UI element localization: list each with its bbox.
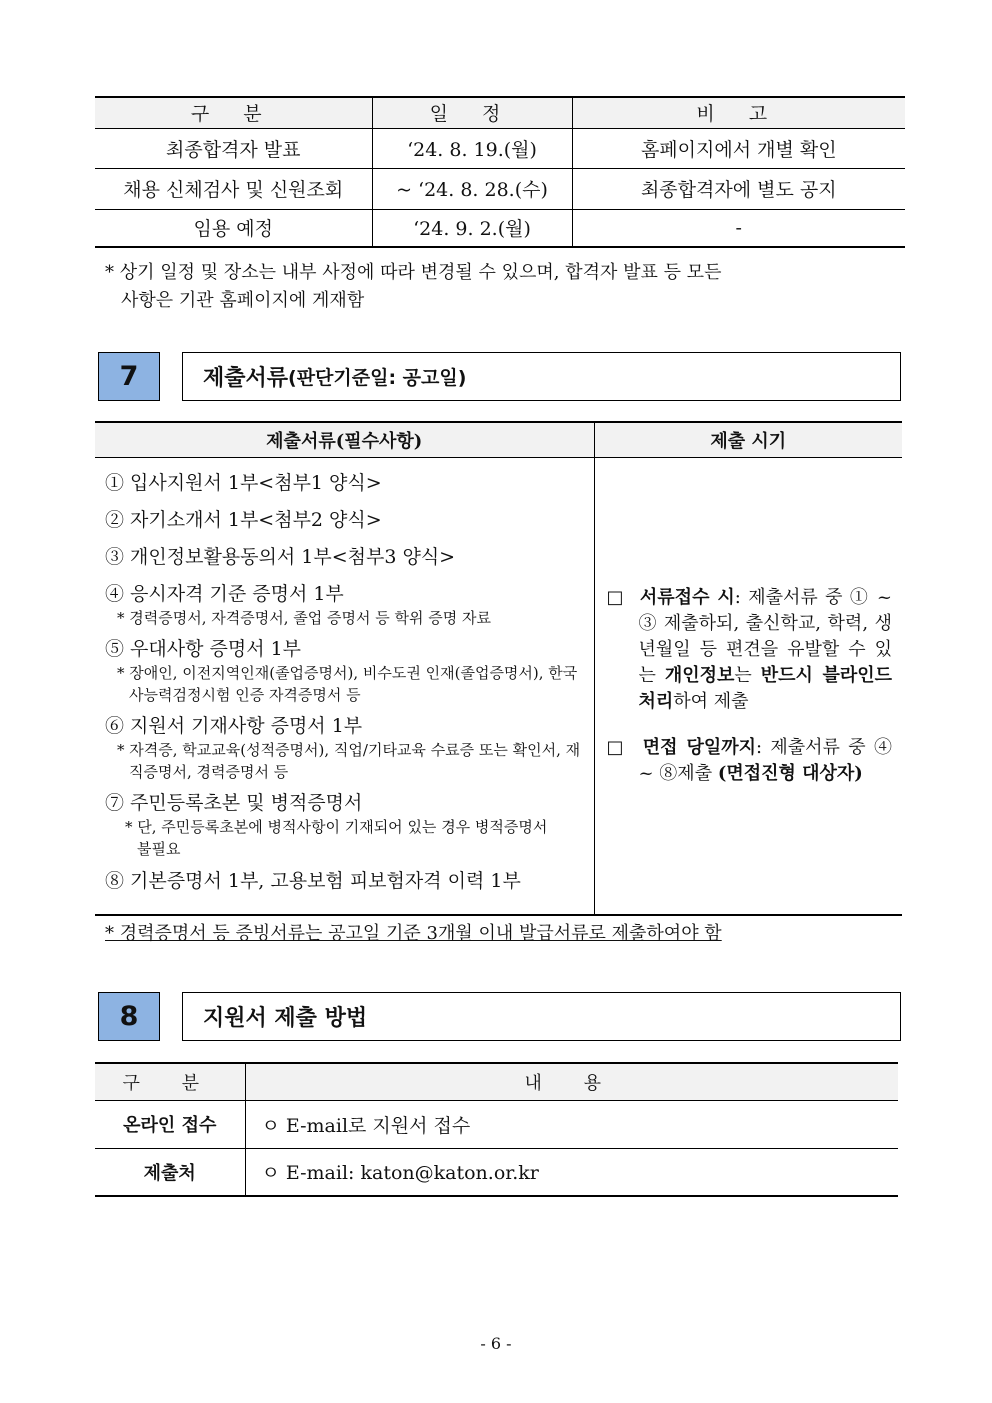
table-row (95, 1100, 898, 1148)
col-header-content: 내 용 (245, 1063, 898, 1100)
list-item: ⑦ 주민등록초본 및 병적증명서 (105, 791, 363, 814)
method-label: 제출처 (95, 1148, 245, 1196)
list-item-note: * 자격증, 학교교육(성적증명서), 직업/기타교육 수료증 또는 확인서, 재직증명서, 경력증명서 등 (117, 740, 581, 781)
table-row (95, 128, 905, 168)
timing-text: 는 (734, 664, 761, 686)
schedule-note: 최종합격자에 별도 공지 (572, 168, 905, 209)
table-row (95, 209, 905, 247)
col-header-date: 일 정 (372, 97, 572, 128)
section-title: 지원서 제출 방법 (182, 992, 901, 1041)
method-header-row (95, 1063, 898, 1100)
list-item-note: * 경력증명서, 자격증명서, 졸업 증명서 등 학위 증명 자료 (117, 608, 491, 627)
schedule-item: 최종합격자 발표 (95, 128, 372, 168)
timing-emphasis: 반드시 블라인드 처리 (638, 664, 892, 712)
timing-interview-stage (607, 735, 893, 787)
submission-timing (594, 457, 902, 915)
schedule-item: 채용 신체검사 및 신원조회 (95, 168, 372, 209)
schedule-date: ‘24. 8. 19.(월) (372, 128, 572, 168)
col-header-category: 구 분 (95, 1063, 245, 1100)
schedule-item: 임용 예정 (95, 209, 372, 247)
submission-method-table (95, 1062, 898, 1197)
schedule-footnote (105, 259, 721, 315)
footnote-line: * 상기 일정 및 장소는 내부 사정에 따라 변경될 수 있으며, 합격자 발표 등 모든 (105, 262, 722, 283)
section-number: 7 (98, 352, 160, 401)
timing-label: 서류접수 시 (639, 586, 735, 608)
timing-text: 하여 제출 (673, 690, 749, 712)
documents-list (95, 457, 594, 915)
method-value: ㅇ E-mail: katon@katon.or.kr (245, 1148, 898, 1196)
list-item: ⑥ 지원서 기재사항 증명서 1부 (105, 714, 363, 737)
section-title (182, 352, 901, 401)
table-row (95, 1148, 898, 1196)
documents-footnote: * 경력증명서 등 증빙서류는 공고일 기준 3개월 이내 발급서류로 제출하여야 함 (105, 923, 722, 944)
list-item-note: * 장애인, 이전지역인재(졸업증명서), 비수도권 인재(졸업증명서), 한국사능력검정시험 인증 자격증명서 등 (117, 663, 578, 704)
table-row (95, 168, 905, 209)
col-header-category: 구 분 (95, 97, 372, 128)
section-number: 8 (98, 992, 160, 1041)
schedule-note: - (572, 209, 905, 247)
list-item: ① 입사지원서 1부<첨부1 양식> (105, 471, 382, 494)
schedule-date: ‘24. 9. 2.(월) (372, 209, 572, 247)
timing-label: 면접 당일까지 (642, 736, 756, 758)
list-item: ② 자기소개서 1부<첨부2 양식> (105, 508, 382, 531)
list-item: ⑧ 기본증명서 1부, 고용보험 피보험자격 이력 1부 (105, 869, 521, 892)
schedule-header-row (95, 97, 905, 128)
schedule-table (95, 96, 905, 248)
list-item: ③ 개인정보활용동의서 1부<첨부3 양식> (105, 545, 456, 568)
timing-emphasis: (면접진형 대상자) (717, 762, 863, 784)
footnote-line: 사항은 기관 홈페이지에 게재함 (121, 290, 365, 311)
checkbox-icon: □ (606, 736, 627, 758)
list-item: ⑤ 우대사항 증명서 1부 (105, 637, 302, 660)
schedule-note: 홈페이지에서 개별 확인 (572, 128, 905, 168)
method-label: 온라인 접수 (95, 1100, 245, 1148)
section-title-main: 제출서류 (203, 366, 289, 391)
timing-document-stage (607, 585, 893, 715)
col-header-note: 비 고 (572, 97, 905, 128)
table-row (95, 457, 902, 915)
timing-text: : 제출서류 중 ① ~ ③ 제출하되, 출신학교, 학력, 생년월일 등 편견을 유발할 수 있는 (638, 586, 892, 686)
method-value: ㅇ E-mail로 지원서 접수 (245, 1100, 898, 1148)
timing-text: : 제출서류 중 ④ ~ ⑧제출 (638, 736, 892, 784)
page-number: - 6 - (480, 1334, 512, 1353)
checkbox-icon: □ (606, 586, 626, 608)
col-header-timing: 제출 시기 (594, 422, 902, 457)
section-title-sub: (판단기준일: 공고일) (288, 367, 467, 389)
list-item: ④ 응시자격 기준 증명서 1부 (105, 582, 344, 605)
schedule-date: ~ ‘24. 8. 28.(수) (372, 168, 572, 209)
documents-header-row (95, 422, 902, 457)
timing-emphasis: 개인정보 (664, 664, 735, 686)
documents-table (95, 421, 902, 916)
list-item-note: * 단, 주민등록초본에 병적사항이 기재되어 있는 경우 병적증명서 불필요 (125, 817, 548, 858)
col-header-documents: 제출서류(필수사항) (95, 422, 594, 457)
